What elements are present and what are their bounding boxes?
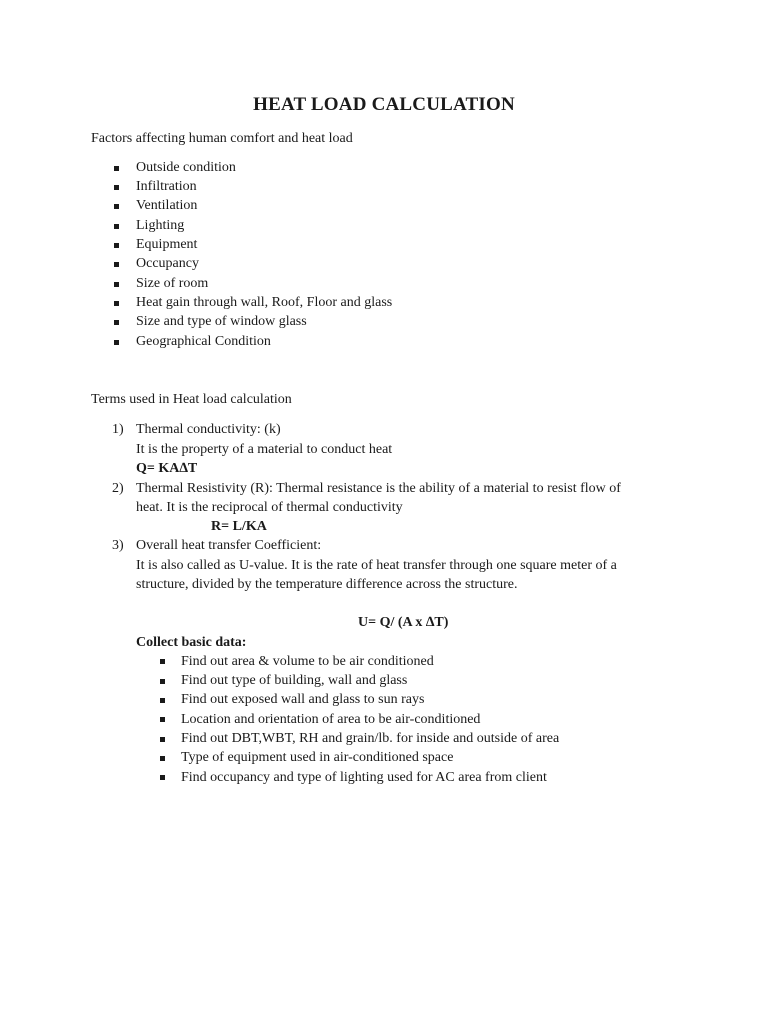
square-bullet-icon	[114, 320, 119, 325]
square-bullet-icon	[160, 756, 165, 761]
term-formula: U= Q/ (A x ∆T)	[358, 615, 449, 630]
term-formula: R= L/KA	[211, 519, 267, 534]
square-bullet-icon	[114, 185, 119, 190]
square-bullet-icon	[160, 737, 165, 742]
term-number: 2)	[112, 481, 124, 496]
term-heading: Thermal Resistivity (R): Thermal resistance is the ability of a material to resist flow of	[136, 481, 621, 496]
term-text: structure, divided by the temperature difference across the structure.	[136, 577, 518, 592]
collect-heading: Collect basic data:	[136, 635, 247, 650]
square-bullet-icon	[160, 659, 165, 664]
square-bullet-icon	[114, 262, 119, 267]
square-bullet-icon	[114, 340, 119, 345]
term-number: 3)	[112, 538, 124, 553]
document-title: HEAT LOAD CALCULATION	[253, 94, 515, 115]
term-heading: Thermal conductivity: (k)	[136, 422, 281, 437]
square-bullet-icon	[114, 224, 119, 229]
square-bullet-icon	[114, 166, 119, 171]
term-text: It is the property of a material to conduct heat	[136, 442, 393, 457]
square-bullet-icon	[114, 243, 119, 248]
terms-intro: Terms used in Heat load calculation	[91, 392, 292, 407]
document-page: HEAT LOAD CALCULATION Factors affecting human comfort and heat load Outside condition Infiltration Ventilation Lighting Equipment Occupancy Size of room Heat gain through wall, Roof, Floor and glass Size and type of window glass Geographical Condition Terms used in Heat load calculation 1) Thermal conductivity: (k) It is the property of a material to conduct heat Q= KA∆T 2) Thermal Resistivity (R): Thermal resistance is the ability of a material to resist flow of heat. It is the reciprocal of thermal conductivity R= L/KA 3) Overall heat transfer Coefficient: It is also called as U-value. It is the rate of heat transfer through one square meter of a structure, divided by the temperature difference across the structure. U= Q/ (A x ∆T) Collect basic data: Find out area & volume to be air conditioned Find out type of building, wall and glass Find out exposed wall and glass to sun rays Location and orientation of area to be air-conditioned Find out DBT,WBT, RH and grain/lb. for inside and outside of area Type of equipment used in air-conditioned space Find occupancy and type of lighting used for AC area from client	[0, 0, 768, 1024]
square-bullet-icon	[160, 698, 165, 703]
term-heading: Overall heat transfer Coefficient:	[136, 538, 322, 553]
square-bullet-icon	[114, 282, 119, 287]
square-bullet-icon	[160, 775, 165, 780]
term-formula: Q= KA∆T	[136, 461, 198, 476]
square-bullet-icon	[160, 679, 165, 684]
square-bullet-icon	[114, 204, 119, 209]
term-number: 1)	[112, 422, 124, 437]
term-text: heat. It is the reciprocal of thermal conductivity	[136, 500, 403, 515]
factors-intro: Factors affecting human comfort and heat load	[91, 131, 353, 146]
square-bullet-icon	[114, 301, 119, 306]
term-text: It is also called as U-value. It is the rate of heat transfer through one square meter of a	[136, 558, 617, 573]
square-bullet-icon	[160, 717, 165, 722]
